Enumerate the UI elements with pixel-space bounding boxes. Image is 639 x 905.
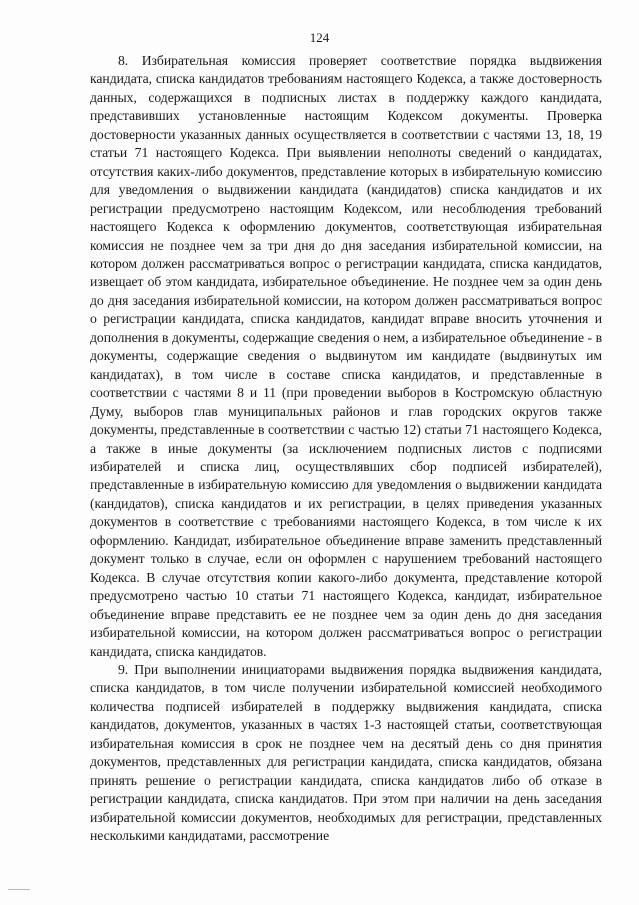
document-body [90,52,602,845]
paragraph-8: 8. Избирательная комиссия проверяет соответствие порядка выдвижения кандидата, списка кандидатов требованиям настоящего Кодекса, а также достоверность данных, содержащихся в подписных листах в поддержку каждого кандидата, представивших установленные настоящим Кодексом документы. Проверка достоверности указанных данных осуществляется в соответствии с частями 13, 18, 19 статьи 71 настоящего Кодекса. При выявлении неполноты сведений о кандидатах, отсутствия каких-либо документов, представление которых в избирательную комиссию для уведомления о выдвижении кандидата (кандидатов) списка кандидатов и их регистрации предусмотрено настоящим Кодексом, или несоблюдения требований настоящего Кодекса к оформлению документов, соответствующая избирательная комиссия не позднее чем за три дня до дня заседания избирательной комиссии, на котором должен рассматриваться вопрос о регистрации кандидата, списка кандидатов, извещает об этом кандидата, избирательное объединение. Не позднее чем за один день до дня заседания избирательной комиссии, на котором должен рассматриваться вопрос о регистрации кандидата, списка кандидатов, кандидат вправе вносить уточнения и дополнения в документы, содержащие сведения о нем, а избирательное объединение - в документы, содержащие сведения о выдвинутом им кандидате (выдвинутых им кандидатах), в том числе в составе списка кандидатов, и представленные в соответствии с частями 8 и 11 (при проведении выборов в Костромскую областную Думу, выборов глав муниципальных районов и глав городских округов также документы, представленные в соответствии с частью 12) статьи 71 настоящего Кодекса, а также в иные документы (за исключением подписных листов с подписями избирателей и списка лиц, осуществлявших сбор подписей избирателей), представленные в избирательную комиссию для уведомления о выдвижении кандидата (кандидатов), списка кандидатов и их регистрации, в целях приведения указанных документов в соответствие с требованиями настоящего Кодекса, в том числе к их оформлению. Кандидат, избирательное объединение вправе заменить представленный документ только в случае, если он оформлен с нарушением требований настоящего Кодекса. В случае отсутствия копии какого-либо документа, представление которой предусмотрено частью 10 статьи 71 настоящего Кодекса, кандидат, избирательное объединение вправе представить ее не позднее чем за один день до дня заседания избирательной комиссии, на котором должен рассматриваться вопрос о регистрации кандидата, списка кандидатов. [90,53,602,659]
page-number: 124 [309,30,330,45]
paragraph-9: 9. При выполнении инициаторами выдвижения порядка выдвижения кандидата, списка кандидатов, в том числе получении избирательной комиссией необходимого количества подписей избирателей в поддержку выдвижения кандидата, списка кандидатов, документов, указанных в частях 1-3 настоящей статьи, соответствующая избирательная комиссия в срок не позднее чем на десятый день со дня принятия документов, представленных для регистрации кандидата, списка кандидатов, обязана принять решение о регистрации кандидата, списка кандидатов либо об отказе в регистрации кандидата, списка кандидатов. При этом при наличии на день заседания избирательной комиссии документов, необходимых для регистрации, представленных несколькими кандидатами, рассмотрение [90,661,602,844]
scan-edge-mark [8,889,30,890]
